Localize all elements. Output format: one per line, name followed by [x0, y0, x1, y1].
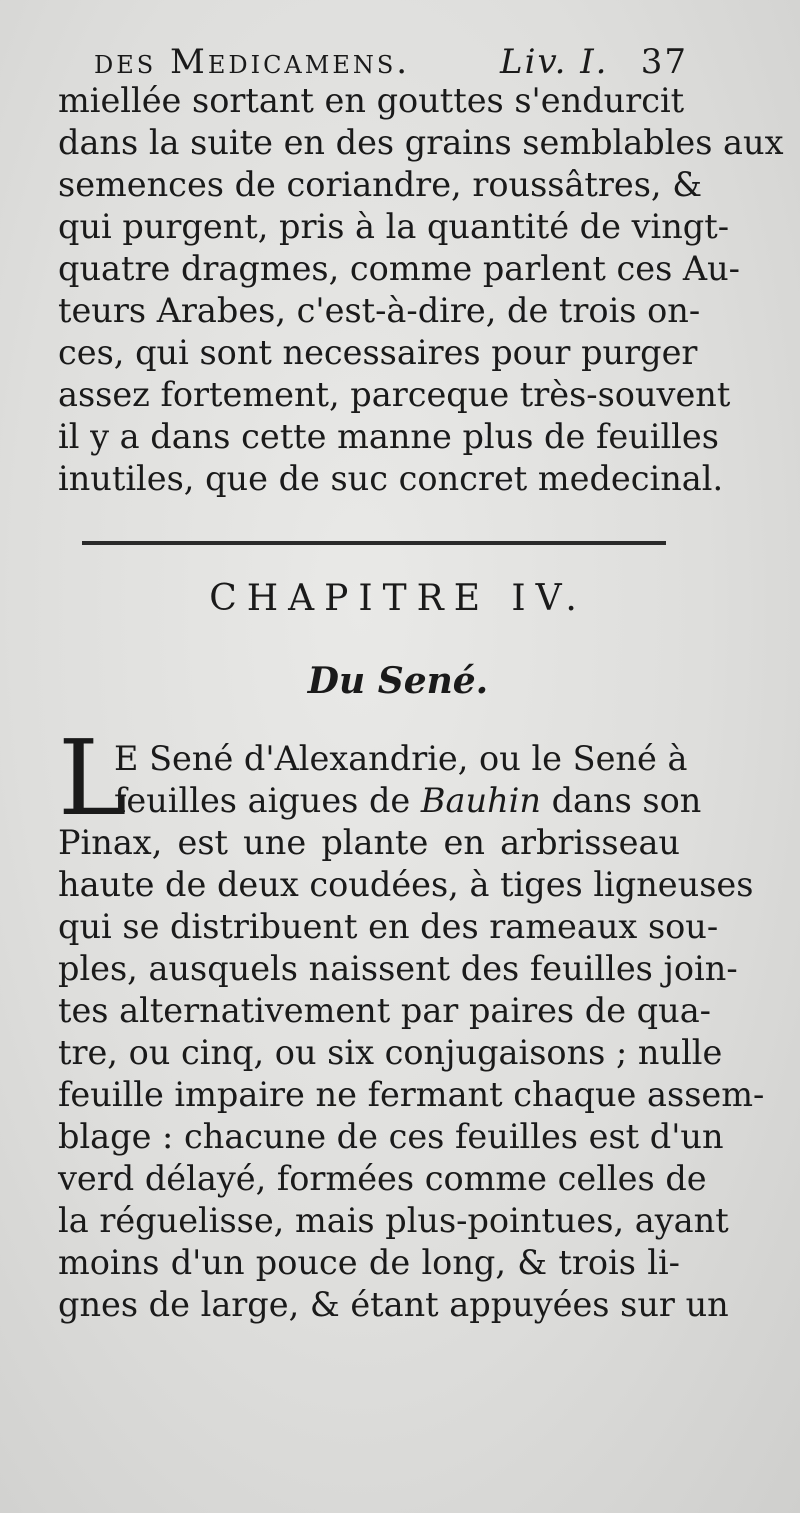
text-line: inutiles, que de suc concret medecinal. [58, 459, 724, 498]
main-paragraph [58, 717, 765, 1326]
chapter-heading: CHAPITRE IV. [209, 578, 587, 619]
text-line: tre, ou cinq, ou six conjugaisons ; nulle [58, 1033, 723, 1072]
text-line: verd délayé, formées comme celles de [58, 1159, 707, 1198]
running-head-book: Liv. I. [500, 42, 609, 82]
text-line: blage : chacune de ces feuilles est d'un [58, 1117, 724, 1156]
text-line: miellée sortant en gouttes s'endurcit [58, 81, 685, 120]
text-line: Pinax, est une plante en arbrisseau [58, 823, 680, 862]
text-line: feuille impaire ne fermant chaque assem- [58, 1075, 765, 1114]
text-line: haute de deux coudées, à tiges ligneuses [58, 865, 754, 904]
text-segment: feuilles aigues de [114, 781, 421, 820]
page-number: 37 [640, 42, 688, 82]
text-line-with-author [58, 780, 702, 822]
chapter-subtitle: Du Sené. [307, 660, 489, 702]
section-divider [82, 541, 666, 545]
author-name: Bauhin [420, 781, 541, 820]
text-line: E Sené d'Alexandrie, ou le Sené à [114, 739, 688, 778]
text-line: ces, qui sont necessaires pour purger [58, 333, 698, 372]
text-line: qui purgent, pris à la quantité de vingt- [58, 207, 730, 246]
text-line: teurs Arabes, c'est-à-dire, de trois on- [58, 291, 701, 330]
text-line: dans la suite en des grains semblables aux [58, 123, 784, 162]
text-line: semences de coriandre, roussâtres, & [58, 165, 703, 204]
text-line: quatre dragmes, comme parlent ces Au- [58, 249, 741, 288]
text-line: qui se distribuent en des rameaux sou- [58, 907, 719, 946]
text-line: assez fortement, parceque très-souvent [58, 375, 731, 414]
text-line: la réguelisse, mais plus-pointues, ayant [58, 1201, 729, 1240]
text-line: ples, ausquels naissent des feuilles join- [58, 949, 738, 988]
running-head-title: des Medicamens. [94, 42, 411, 82]
text-line: il y a dans cette manne plus de feuilles [58, 417, 719, 456]
text-line: tes alternativement par paires de qua- [58, 991, 711, 1030]
top-paragraph [58, 80, 784, 500]
text-line: moins d'un pouce de long, & trois li- [58, 1243, 680, 1282]
drop-cap: L [58, 717, 128, 839]
text-segment: dans son [540, 781, 702, 820]
text-line: gnes de large, & étant appuyées sur un [58, 1285, 729, 1324]
